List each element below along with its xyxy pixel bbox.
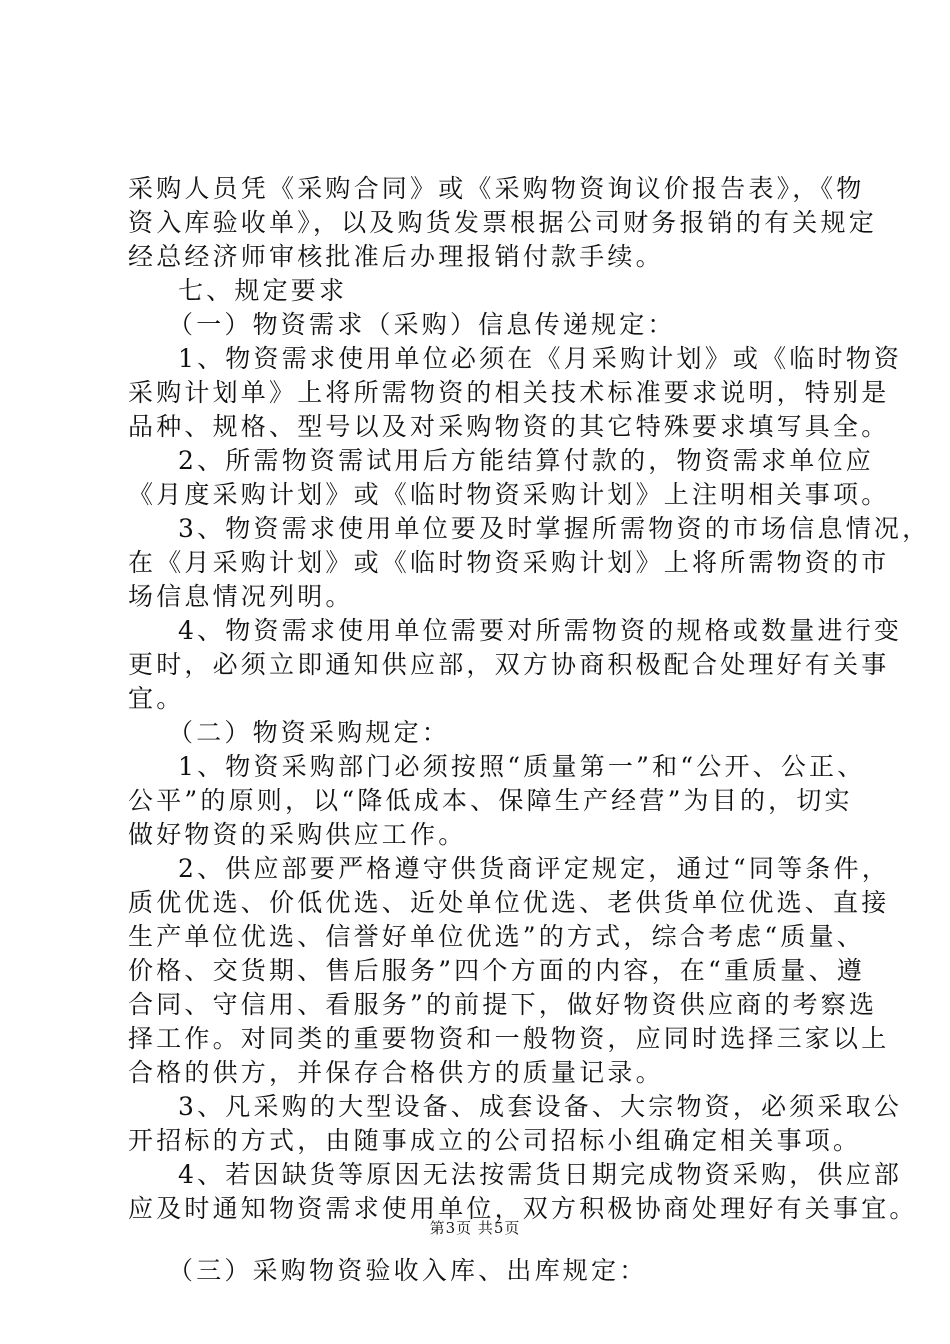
text-line: 宜。 bbox=[128, 684, 185, 713]
text-line: 生产单位优选、信誉好单位优选”的方式，综合考虑“质量、 bbox=[128, 922, 865, 951]
text-line: 合格的供方，并保存合格供方的质量记录。 bbox=[128, 1058, 664, 1087]
text-line: 4、物资需求使用单位需要对所需物资的规格或数量进行变 bbox=[178, 616, 903, 645]
text-line: 更时，必须立即通知供应部，双方协商积极配合处理好有关事 bbox=[128, 650, 890, 679]
text-line: 应及时通知物资需求使用单位，双方积极协商处理好有关事宜。 bbox=[128, 1194, 918, 1223]
text-line: 在《月采购计划》或《临时物资采购计划》上将所需物资的市 bbox=[128, 548, 890, 577]
text-line: 3、物资需求使用单位要及时掌握所需物资的市场信息情况， bbox=[178, 514, 931, 543]
text-line: 资入库验收单》，以及购货发票根据公司财务报销的有关规定 bbox=[128, 208, 877, 237]
text-line: 1、物资采购部门必须按照“质量第一”和“公开、公正、 bbox=[178, 752, 866, 781]
text-line: 开招标的方式，由随事成立的公司招标小组确定相关事项。 bbox=[128, 1126, 862, 1155]
text-line: 采购计划单》上将所需物资的相关技术标准要求说明，特别是 bbox=[128, 378, 890, 407]
text-line: 2、所需物资需试用后方能结算付款的，物资需求单位应 bbox=[178, 446, 874, 475]
text-line: 价格、交货期、售后服务”四个方面的内容，在“重质量、遵 bbox=[128, 956, 865, 985]
text-line: 3、凡采购的大型设备、成套设备、大宗物资，必须采取公 bbox=[178, 1092, 903, 1121]
text-line: 质优优选、价低优选、近处单位优选、老供货单位优选、直接 bbox=[128, 888, 890, 917]
text-line: 经总经济师审核批准后办理报销付款手续。 bbox=[128, 242, 664, 271]
text-line: 合同、守信用、看服务”的前提下，做好物资供应商的考察选 bbox=[128, 990, 878, 1019]
text-line: 2、供应部要严格遵守供货商评定规定，通过“同等条件， bbox=[178, 854, 890, 883]
text-line: 《月度采购计划》或《临时物资采购计划》上注明相关事项。 bbox=[128, 480, 890, 509]
page-number: 第3页 共5页 bbox=[429, 1219, 521, 1237]
text-line: 品种、规格、型号以及对采购物资的其它特殊要求填写具全。 bbox=[128, 412, 890, 441]
text-line: 1、物资需求使用单位必须在《月采购计划》或《临时物资 bbox=[178, 344, 903, 373]
section-heading: 七、规定要求 bbox=[178, 276, 348, 305]
subsection-heading: （一）物资需求（采购）信息传递规定： bbox=[168, 310, 676, 339]
subsection-heading: （二）物资采购规定： bbox=[168, 718, 451, 747]
subsection-heading: （三）采购物资验收入库、出库规定： bbox=[168, 1256, 648, 1285]
text-line: 采购人员凭《采购合同》或《采购物资询议价报告表》，《物 bbox=[128, 174, 865, 203]
text-line: 4、若因缺货等原因无法按需货日期完成物资采购，供应部 bbox=[178, 1160, 903, 1189]
text-line: 场信息情况列明。 bbox=[128, 582, 354, 611]
text-line: 公平”的原则，以“降低成本、保障生产经营”为目的，切实 bbox=[128, 786, 853, 815]
text-line: 择工作。对同类的重要物资和一般物资，应同时选择三家以上 bbox=[128, 1024, 890, 1053]
text-line: 做好物资的采购供应工作。 bbox=[128, 820, 467, 849]
